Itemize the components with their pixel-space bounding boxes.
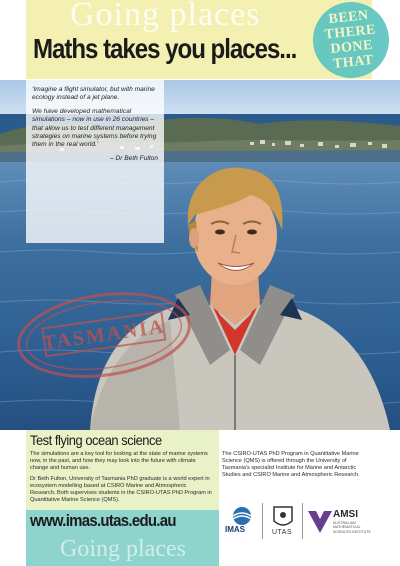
stamp-line: THERE [323, 22, 377, 43]
quote-paragraph: We have developed mathematical simulations – now in use in 26 countries – that allow us to test different management strategies on marine systems before trying them in the real world.’ [32, 107, 157, 149]
section-title: Test flying ocean science [30, 432, 162, 448]
quote-box [26, 80, 164, 243]
quote-paragraph: ‘Imagine a flight simulator, but with marine ecology instead of a jet plane. [32, 86, 155, 102]
footer-watermark: Going places [60, 536, 186, 562]
amsi-logo-text: AMSI [333, 509, 358, 520]
utas-logo-text: UTAS [272, 529, 293, 536]
imas-logo-text: IMAS [225, 525, 245, 534]
section-paragraph: The simulations are a key tool for looking at the state of marine systems now, in the past, and how they may look into the future with climate change and human use. [30, 451, 208, 471]
program-description: The CSIRO-UTAS PhD Program in Quantitative Marine Science (QMS) is offered through the University of Tasmania's specialist Institute for Marine and Antarctic Studies and CSIRO Marine and Atmospheric Research. [222, 451, 360, 478]
logo-divider [262, 503, 263, 539]
tasmania-stamp-text: TASMANIA [41, 315, 167, 355]
section-body [30, 451, 212, 508]
section-paragraph: Dr Beth Fulton, University of Tasmania PhD graduate is a world expert in ecosystem modelling based at CSIRO Marine and Atmospheric Research. Both supervises students in the CSIRO-UTAS PhD Program in Quantitative Marine Science (QMS). [30, 476, 212, 503]
amsi-logo-subtitle: AUSTRALIAN MATHEMATICAL SCIENCES INSTITUTE [333, 521, 371, 534]
headline: Maths takes you places... [33, 33, 297, 64]
stamp-line: DONE [329, 37, 374, 58]
header-watermark: Going places [70, 0, 261, 33]
quote-attribution: – Dr Beth Fulton [109, 154, 158, 162]
stamp-line: THAT [332, 52, 375, 72]
logo-divider [302, 503, 303, 539]
website-url[interactable]: www.imas.utas.edu.au [30, 511, 176, 530]
stamp-line: BEEN [327, 8, 370, 28]
